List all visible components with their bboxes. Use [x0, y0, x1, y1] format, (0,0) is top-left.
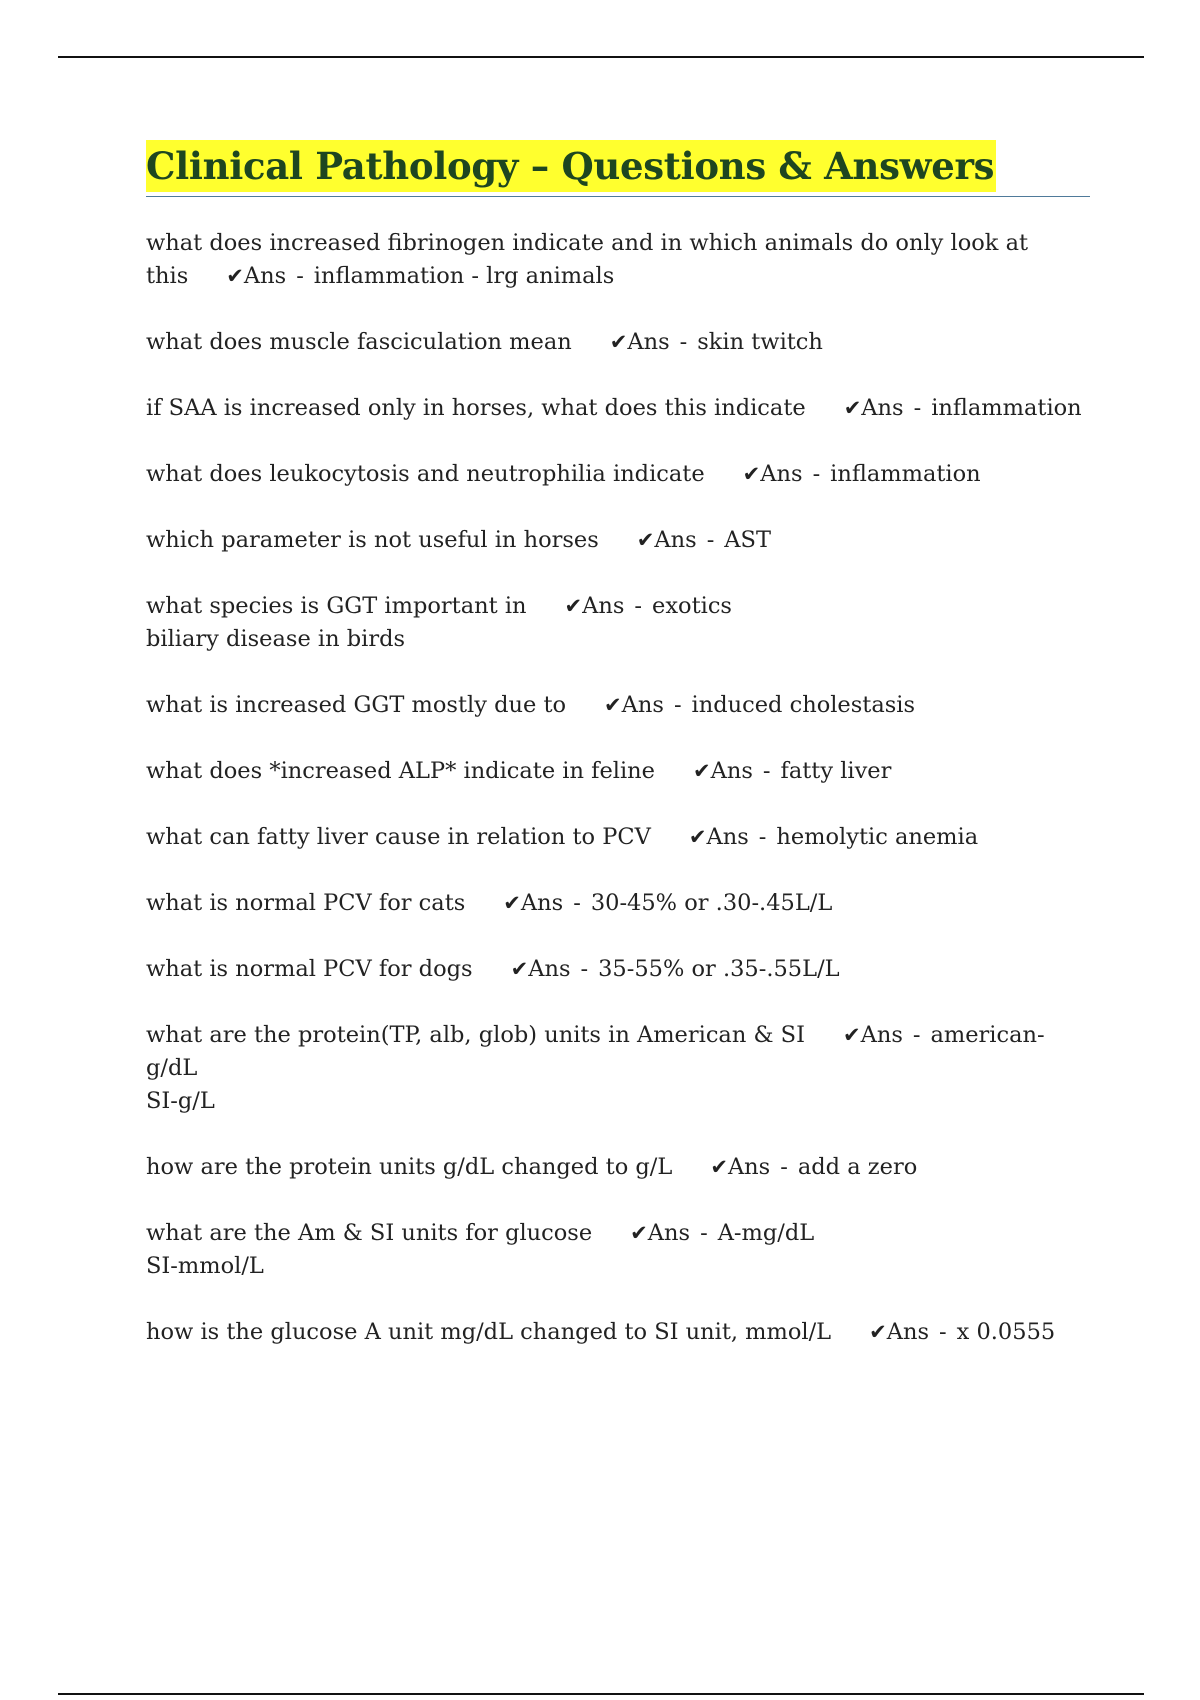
question-text: which parameter is not useful in horses — [146, 527, 599, 553]
answer-prefix: Ans — [860, 1022, 903, 1048]
answer-prefix: Ans — [861, 395, 904, 421]
qa-item — [146, 392, 1090, 425]
checkmark-icon: ✔ — [842, 1023, 861, 1047]
answer-separator: - — [913, 395, 922, 421]
qa-item — [146, 887, 1090, 920]
answer-text: 30-45% or .30-.45L/L — [590, 890, 833, 916]
question-text: what does increased fibrinogen indicate and in which animals do only look at this — [146, 230, 1029, 289]
checkmark-icon: ✔ — [510, 957, 529, 981]
question-text: what is normal PCV for cats — [146, 890, 466, 916]
title-block — [146, 140, 1090, 197]
question-text: how is the glucose A unit mg/dL changed to SI unit, mmol/L — [146, 1319, 832, 1345]
answer-prefix: Ans — [243, 263, 287, 289]
page-header-rule — [58, 56, 1144, 58]
answer-separator: - — [679, 329, 688, 355]
answer-prefix: Ans — [627, 329, 670, 355]
checkmark-icon: ✔ — [688, 825, 707, 849]
question-text: what does leukocytosis and neutrophilia indicate — [146, 461, 705, 487]
answer-separator: - — [573, 890, 581, 916]
answer-separator: - — [296, 263, 304, 289]
answer-separator: - — [780, 1154, 788, 1180]
answer-text: exotics — [652, 593, 732, 619]
answer-text: hemolytic anemia — [776, 824, 979, 850]
answer-prefix: Ans — [727, 1154, 771, 1180]
checkmark-icon: ✔ — [226, 264, 244, 288]
answer-separator: - — [912, 1022, 921, 1048]
checkmark-icon: ✔ — [710, 1155, 728, 1179]
qa-item — [146, 590, 1090, 656]
answer-prefix: Ans — [886, 1319, 930, 1345]
checkmark-icon: ✔ — [693, 759, 711, 783]
answer-label — [511, 956, 840, 982]
question-text: what does *increased ALP* indicate in feline — [146, 758, 655, 784]
question-text: if SAA is increased only in horses, what does this indicate — [146, 395, 806, 421]
page-title: Clinical Pathology – Questions & Answers — [146, 140, 996, 192]
qa-item — [146, 524, 1090, 557]
answer-separator: - — [580, 956, 589, 982]
qa-item — [146, 821, 1090, 854]
answer-text: AST — [724, 527, 771, 553]
page-footer-rule — [58, 1693, 1144, 1695]
answer-separator: - — [673, 692, 682, 718]
answer-label — [226, 263, 614, 289]
answer-label — [710, 1154, 917, 1180]
answer-text: induced cholestasis — [691, 692, 916, 718]
question-text: what species is GGT important in — [146, 593, 527, 619]
answer-separator: - — [762, 758, 771, 784]
checkmark-icon: ✔ — [843, 396, 862, 420]
answer-text: inflammation - lrg animals — [313, 263, 615, 289]
answer-separator: - — [758, 824, 767, 850]
answer-prefix: Ans — [654, 527, 697, 553]
answer-prefix: Ans — [760, 461, 803, 487]
answer-text: inflammation — [830, 461, 981, 487]
question-text: what are the protein(TP, alb, glob) units in American & SI — [146, 1022, 805, 1048]
answer-extra-line: SI-mmol/L — [146, 1253, 264, 1279]
question-text: what does muscle fasciculation mean — [146, 329, 572, 355]
answer-separator: - — [812, 461, 821, 487]
answer-extra-line: SI-g/L — [146, 1088, 215, 1114]
answer-label — [503, 890, 832, 916]
answer-label — [630, 1220, 814, 1246]
answer-prefix: Ans — [520, 890, 564, 916]
answer-label — [743, 461, 981, 487]
answer-label — [604, 692, 915, 718]
answer-label — [844, 395, 1082, 421]
answer-prefix: Ans — [621, 692, 664, 718]
answer-separator: - — [939, 1319, 947, 1345]
answer-label — [689, 824, 978, 850]
checkmark-icon: ✔ — [609, 330, 628, 354]
answer-text: add a zero — [797, 1154, 918, 1180]
answer-text: skin twitch — [697, 329, 823, 355]
answer-extra-line: biliary disease in birds — [146, 626, 406, 652]
answer-label — [869, 1319, 1055, 1345]
checkmark-icon: ✔ — [564, 594, 583, 618]
qa-item — [146, 326, 1090, 359]
answer-prefix: Ans — [528, 956, 571, 982]
answer-text: 35-55% or .35-.55L/L — [598, 956, 840, 982]
answer-prefix: Ans — [710, 758, 753, 784]
answer-text: A-mg/dL — [717, 1220, 815, 1246]
qa-item — [146, 953, 1090, 986]
qa-item — [146, 755, 1090, 788]
answer-separator: - — [700, 1220, 708, 1246]
answer-label — [637, 527, 771, 553]
answer-text: inflammation — [931, 395, 1082, 421]
qa-item — [146, 689, 1090, 722]
answer-label — [610, 329, 823, 355]
checkmark-icon: ✔ — [742, 462, 761, 486]
qa-list — [146, 227, 1090, 1349]
checkmark-icon: ✔ — [869, 1320, 887, 1344]
answer-separator: - — [634, 593, 643, 619]
answer-text: fatty liver — [780, 758, 892, 784]
qa-item — [146, 227, 1090, 293]
document-body — [146, 140, 1090, 1382]
answer-text: x 0.0555 — [956, 1319, 1056, 1345]
question-text: what is normal PCV for dogs — [146, 956, 473, 982]
qa-item — [146, 1316, 1090, 1349]
answer-prefix: Ans — [706, 824, 749, 850]
qa-item — [146, 458, 1090, 491]
checkmark-icon: ✔ — [604, 693, 622, 717]
answer-label — [693, 758, 891, 784]
checkmark-icon: ✔ — [503, 891, 521, 915]
qa-item — [146, 1151, 1090, 1184]
qa-item — [146, 1217, 1090, 1283]
question-text: what can fatty liver cause in relation to PCV — [146, 824, 651, 850]
answer-label — [565, 593, 732, 619]
qa-item — [146, 1019, 1090, 1118]
answer-separator: - — [706, 527, 715, 553]
question-text: how are the protein units g/dL changed to g/L — [146, 1154, 673, 1180]
question-text: what are the Am & SI units for glucose — [146, 1220, 593, 1246]
answer-prefix: Ans — [647, 1220, 691, 1246]
answer-prefix: Ans — [582, 593, 625, 619]
answer-text: american-g/dL — [146, 1022, 1045, 1081]
question-text: what is increased GGT mostly due to — [146, 692, 567, 718]
checkmark-icon: ✔ — [630, 1221, 648, 1245]
checkmark-icon: ✔ — [636, 528, 655, 552]
